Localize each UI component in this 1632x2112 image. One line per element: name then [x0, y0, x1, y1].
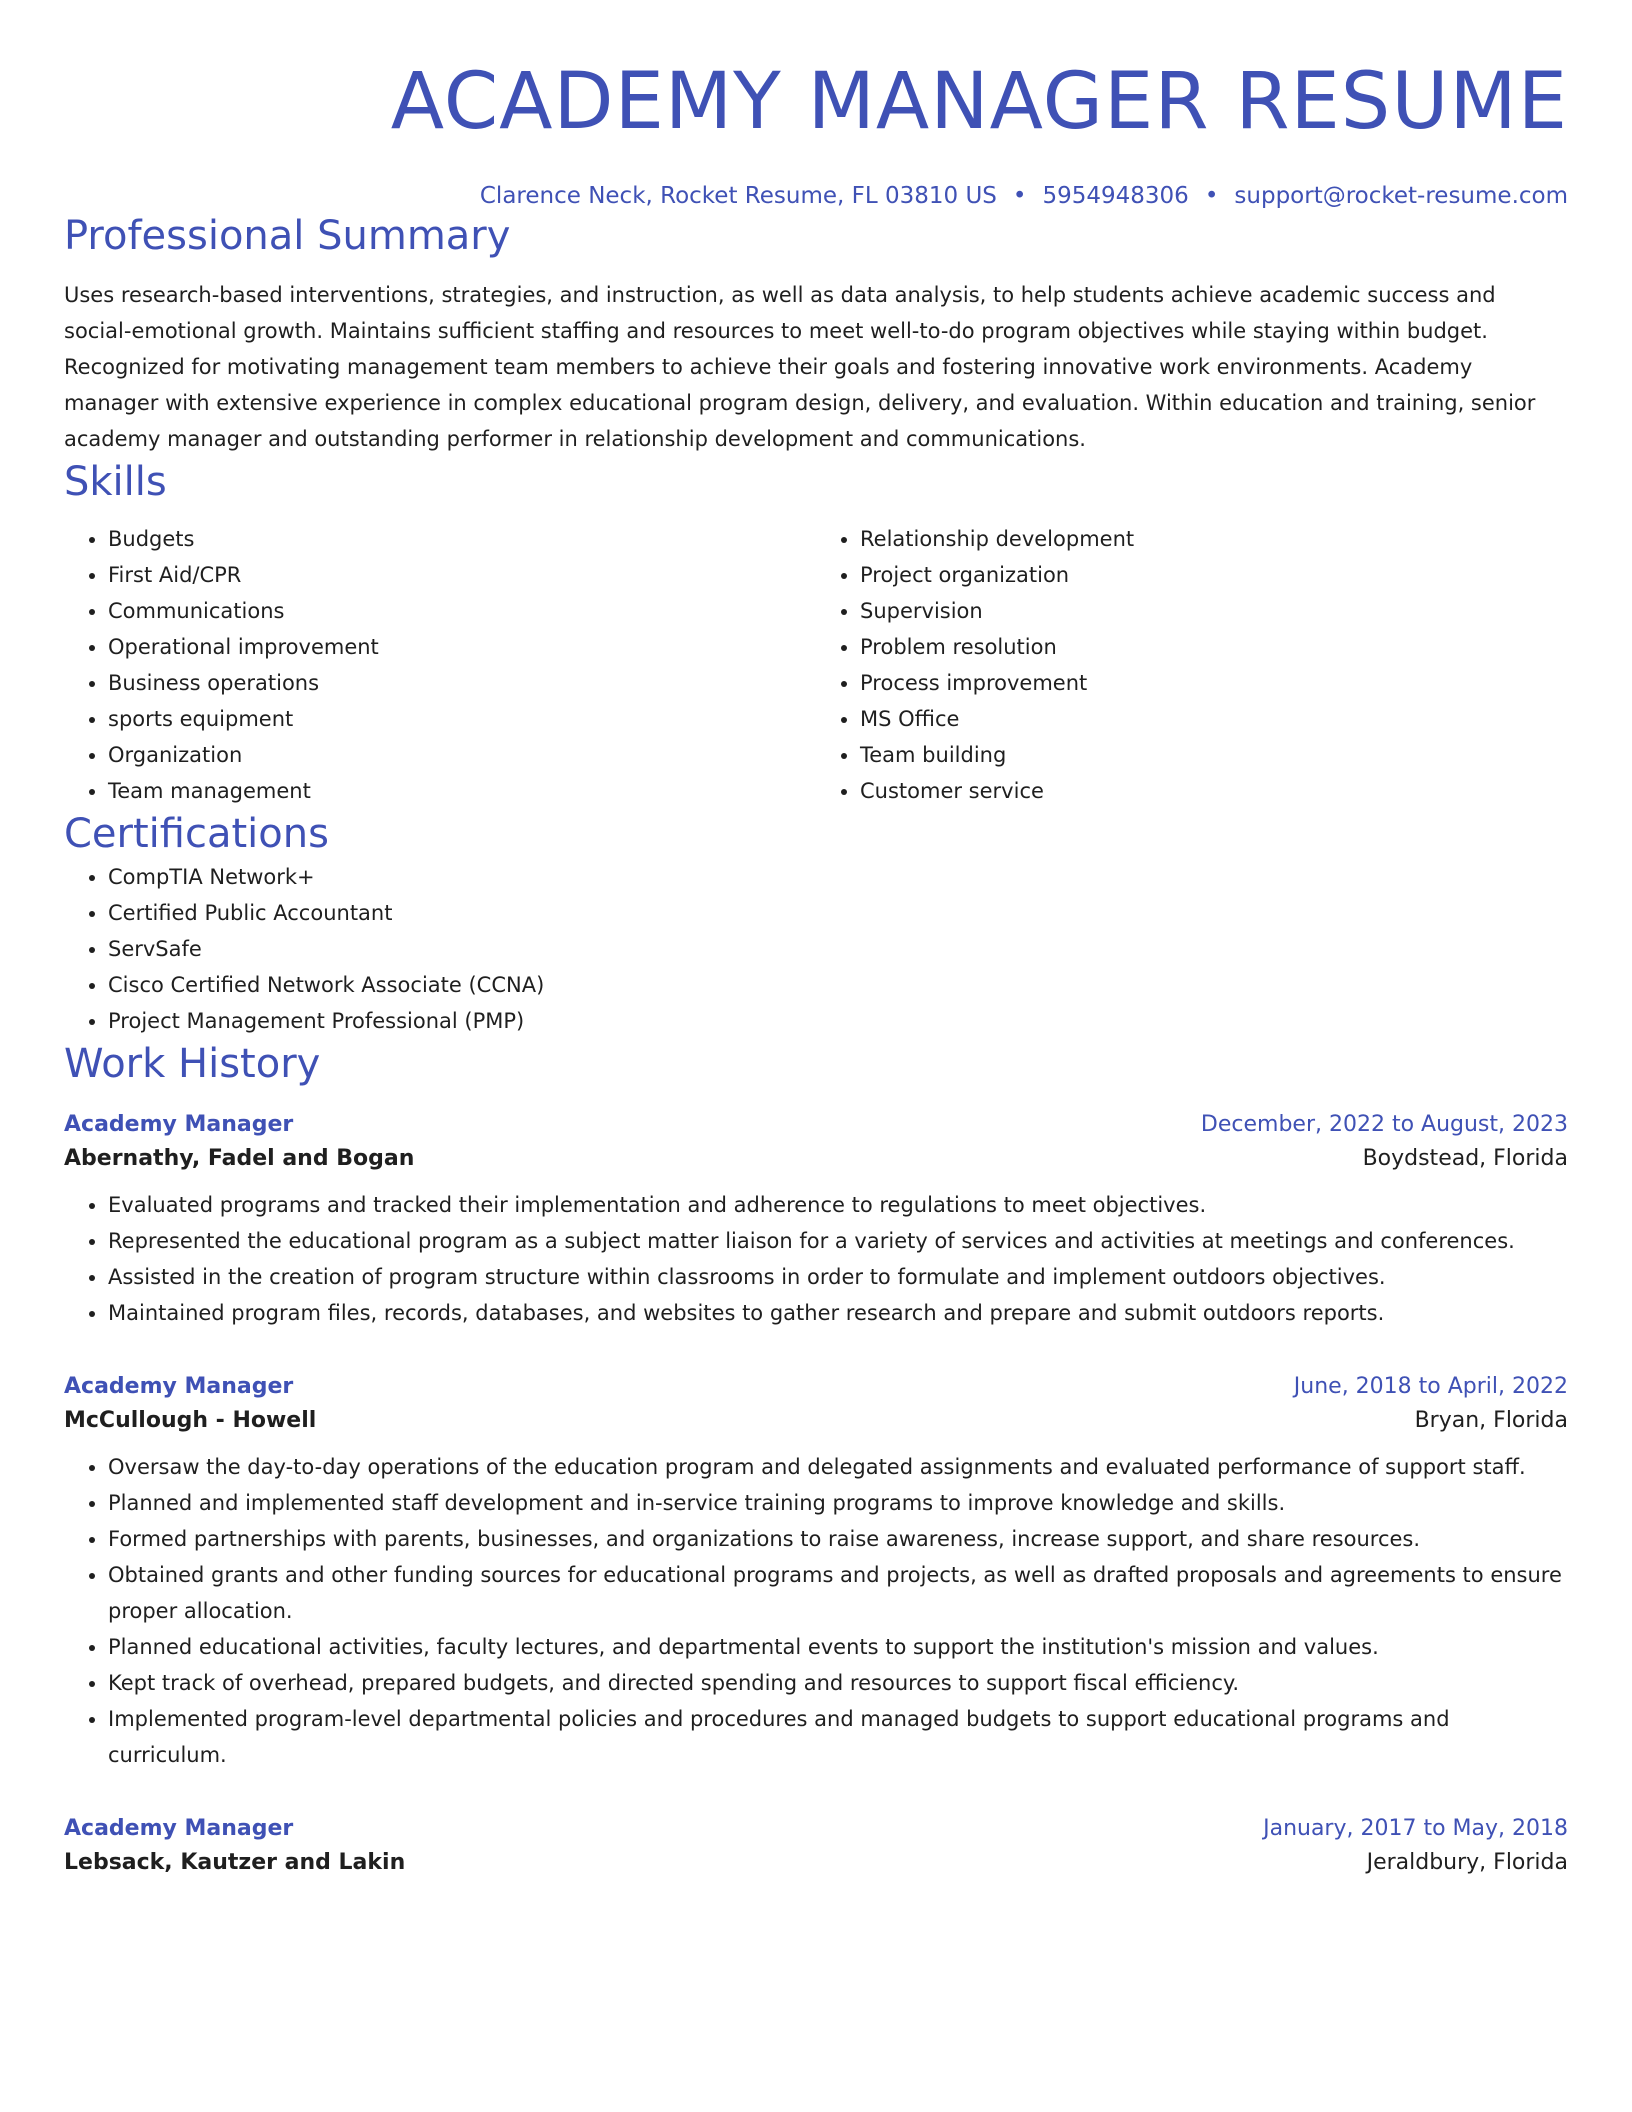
job-company: McCullough - Howell	[64, 1408, 317, 1433]
skills-heading: Skills	[64, 459, 167, 505]
certification-item: • Cisco Certified Network Associate (CCNA)	[108, 967, 1568, 1003]
job-title-row	[64, 1371, 1568, 1403]
skill-item: • Customer service	[860, 773, 1568, 809]
skill-item: • Team management	[108, 773, 816, 809]
skill-item: • Budgets	[108, 521, 816, 557]
job-dates: June, 2018 to April, 2022	[1293, 1374, 1568, 1399]
job-duty: • Planned educational activities, faculty lectures, and departmental events to support the institution's mission and values.	[108, 1629, 1568, 1665]
job-company: Abernathy, Fadel and Bogan	[64, 1146, 415, 1171]
skill-item: • Operational improvement	[108, 629, 816, 665]
certification-item: • ServSafe	[108, 931, 1568, 967]
summary-text: Uses research-based interventions, strategies, and instruction, as well as data analysis, to help students achieve academic success and social-emotional growth. Maintains sufficient staffing and resources to meet well-to-do program objectives while staying within budget. Recognized for motivating management team members to achieve their goals and fostering innovative work environments. Academy manager with extensive experience in complex educational program design, delivery, and evaluation. Within education and training, senior academy manager and outstanding performer in relationship development and communications.	[64, 283, 1536, 451]
certifications-heading: Certifications	[64, 811, 329, 857]
job-title: Academy Manager	[64, 1816, 294, 1841]
job-location: Jeraldbury, Florida	[1366, 1850, 1568, 1875]
job-company: Lebsack, Kautzer and Lakin	[64, 1850, 406, 1875]
certifications-list	[64, 859, 1568, 1039]
contact-address: Clarence Neck, Rocket Resume, FL 03810 US	[479, 183, 997, 209]
job-entry	[64, 1109, 1568, 1331]
skill-item: • Relationship development	[860, 521, 1568, 557]
skill-item: • Communications	[108, 593, 816, 629]
job-duty: • Formed partnerships with parents, businesses, and organizations to raise awareness, increase support, and share resources.	[108, 1521, 1568, 1557]
skill-item: • Team building	[860, 737, 1568, 773]
work-history-heading: Work History	[64, 1041, 321, 1087]
resume-title: ACADEMY MANAGER RESUME	[390, 57, 1568, 147]
summary-heading: Professional Summary	[64, 213, 511, 259]
skill-item: • Process improvement	[860, 665, 1568, 701]
job-duties	[64, 1187, 1568, 1331]
job-duty: • Obtained grants and other funding sources for educational programs and projects, as well as drafted proposals and agreements to ensure proper allocation.	[108, 1557, 1568, 1629]
skills-list	[64, 521, 1568, 809]
contact-line	[64, 181, 1568, 211]
job-company-row	[64, 1845, 1568, 1881]
skill-item: • Problem resolution	[860, 629, 1568, 665]
certification-item: • CompTIA Network+	[108, 859, 1568, 895]
skill-item: • First Aid/CPR	[108, 557, 816, 593]
contact-phone: 5954948306	[1042, 183, 1189, 209]
job-duty: • Implemented program-level departmental policies and procedures and managed budgets to support educational programs and curriculum.	[108, 1701, 1568, 1773]
job-duty: • Assisted in the creation of program structure within classrooms in order to formulate and implement outdoors objectives.	[108, 1259, 1568, 1295]
job-duty: • Evaluated programs and tracked their implementation and adherence to regulations to meet objectives.	[108, 1187, 1568, 1223]
job-title: Academy Manager	[64, 1374, 294, 1399]
job-location: Boydstead, Florida	[1362, 1146, 1568, 1171]
contact-separator: •	[1012, 183, 1027, 209]
skill-item: • MS Office	[860, 701, 1568, 737]
job-title: Academy Manager	[64, 1112, 294, 1137]
contact-separator: •	[1204, 183, 1219, 209]
job-title-row	[64, 1109, 1568, 1141]
job-dates: December, 2022 to August, 2023	[1200, 1112, 1568, 1137]
contact-email: support@rocket-resume.com	[1234, 183, 1568, 209]
job-dates: January, 2017 to May, 2018	[1263, 1816, 1568, 1841]
skill-item: • sports equipment	[108, 701, 816, 737]
job-duty: • Oversaw the day-to-day operations of the education program and delegated assignments and evaluated performance of support staff.	[108, 1449, 1568, 1485]
job-location: Bryan, Florida	[1414, 1408, 1568, 1433]
skill-item: • Organization	[108, 737, 816, 773]
certification-item: • Project Management Professional (PMP)	[108, 1003, 1568, 1039]
skill-item: • Supervision	[860, 593, 1568, 629]
skill-item: • Project organization	[860, 557, 1568, 593]
job-duty: • Kept track of overhead, prepared budgets, and directed spending and resources to support fiscal efficiency.	[108, 1665, 1568, 1701]
job-entry	[64, 1813, 1568, 1881]
job-entry	[64, 1371, 1568, 1773]
certification-item: • Certified Public Accountant	[108, 895, 1568, 931]
job-company-row	[64, 1141, 1568, 1177]
job-duty: • Maintained program files, records, databases, and websites to gather research and prepare and submit outdoors reports.	[108, 1295, 1568, 1331]
job-title-row	[64, 1813, 1568, 1845]
job-duties	[64, 1449, 1568, 1773]
resume-page	[64, 0, 1568, 1881]
skills-column-left	[64, 521, 816, 809]
job-duty: • Represented the educational program as a subject matter liaison for a variety of services and activities at meetings and conferences.	[108, 1223, 1568, 1259]
job-company-row	[64, 1403, 1568, 1439]
job-duty: • Planned and implemented staff development and in-service training programs to improve knowledge and skills.	[108, 1485, 1568, 1521]
skill-item: • Business operations	[108, 665, 816, 701]
skills-column-right	[816, 521, 1568, 809]
